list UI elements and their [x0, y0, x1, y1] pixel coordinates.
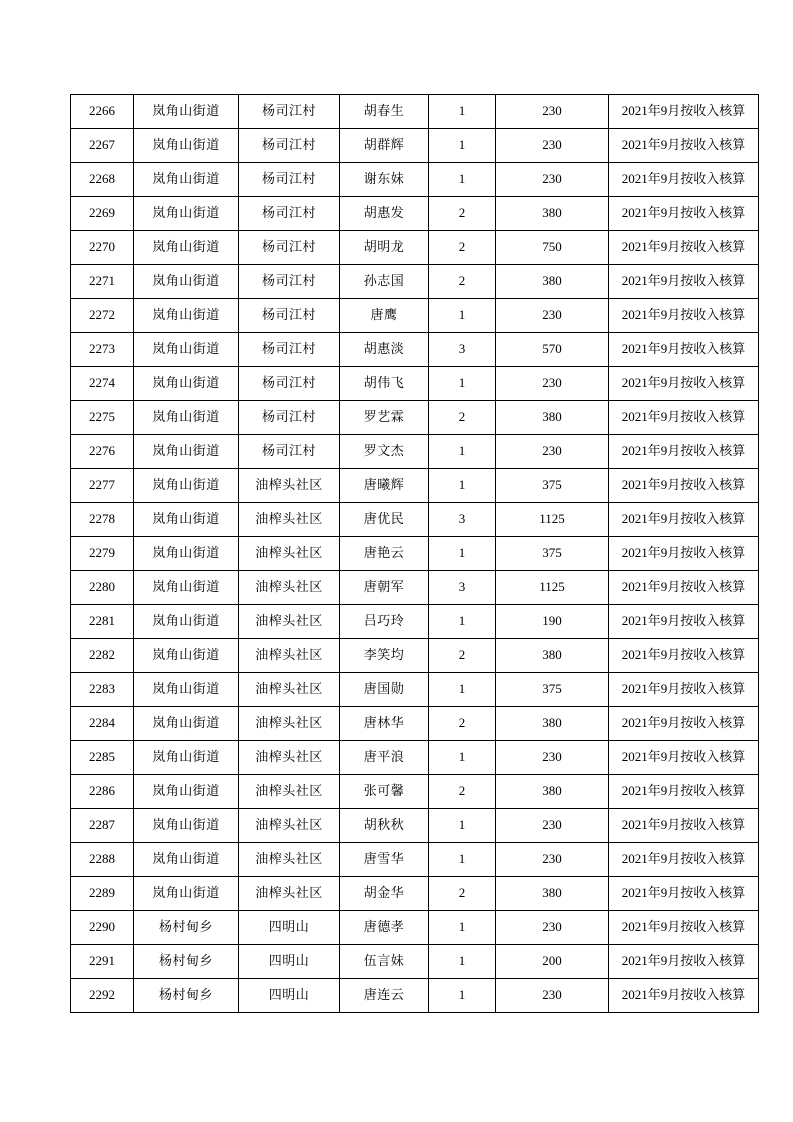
cell-name: 唐德孝 [340, 911, 429, 945]
cell-count: 3 [429, 571, 496, 605]
cell-amount: 570 [496, 333, 609, 367]
cell-village: 杨司江村 [239, 367, 340, 401]
cell-note: 2021年9月按收入核算 [609, 299, 759, 333]
cell-name: 唐平浪 [340, 741, 429, 775]
table-row [71, 163, 759, 197]
table-row [71, 673, 759, 707]
cell-amount: 230 [496, 367, 609, 401]
cell-count: 2 [429, 197, 496, 231]
cell-name: 唐雪华 [340, 843, 429, 877]
cell-amount: 380 [496, 775, 609, 809]
cell-id: 2273 [71, 333, 134, 367]
cell-amount: 380 [496, 707, 609, 741]
cell-note: 2021年9月按收入核算 [609, 367, 759, 401]
cell-count: 2 [429, 775, 496, 809]
subsidy-table [70, 94, 759, 1013]
cell-amount: 750 [496, 231, 609, 265]
cell-id: 2277 [71, 469, 134, 503]
cell-village: 四明山 [239, 979, 340, 1013]
cell-count: 2 [429, 231, 496, 265]
cell-street: 岚角山街道 [134, 435, 239, 469]
cell-amount: 230 [496, 163, 609, 197]
cell-amount: 190 [496, 605, 609, 639]
cell-id: 2270 [71, 231, 134, 265]
cell-amount: 380 [496, 877, 609, 911]
table-row [71, 503, 759, 537]
table-row [71, 537, 759, 571]
table-row [71, 945, 759, 979]
cell-name: 李笑均 [340, 639, 429, 673]
cell-name: 张可馨 [340, 775, 429, 809]
cell-amount: 230 [496, 435, 609, 469]
cell-name: 胡春生 [340, 95, 429, 129]
table-row [71, 877, 759, 911]
table-row [71, 95, 759, 129]
cell-village: 油榨头社区 [239, 503, 340, 537]
table-row [71, 197, 759, 231]
cell-village: 油榨头社区 [239, 673, 340, 707]
table-row [71, 741, 759, 775]
cell-village: 油榨头社区 [239, 605, 340, 639]
cell-village: 油榨头社区 [239, 707, 340, 741]
cell-street: 岚角山街道 [134, 265, 239, 299]
table-row [71, 843, 759, 877]
cell-street: 岚角山街道 [134, 537, 239, 571]
cell-village: 四明山 [239, 945, 340, 979]
cell-amount: 1125 [496, 503, 609, 537]
cell-note: 2021年9月按收入核算 [609, 639, 759, 673]
cell-name: 唐连云 [340, 979, 429, 1013]
cell-count: 2 [429, 265, 496, 299]
cell-street: 杨村甸乡 [134, 945, 239, 979]
cell-note: 2021年9月按收入核算 [609, 741, 759, 775]
table-row [71, 265, 759, 299]
cell-street: 岚角山街道 [134, 401, 239, 435]
cell-village: 四明山 [239, 911, 340, 945]
table-row [71, 775, 759, 809]
cell-id: 2268 [71, 163, 134, 197]
table-row [71, 707, 759, 741]
cell-name: 胡秋秋 [340, 809, 429, 843]
cell-village: 油榨头社区 [239, 639, 340, 673]
cell-street: 岚角山街道 [134, 741, 239, 775]
cell-village: 油榨头社区 [239, 843, 340, 877]
cell-street: 岚角山街道 [134, 231, 239, 265]
cell-note: 2021年9月按收入核算 [609, 571, 759, 605]
cell-id: 2287 [71, 809, 134, 843]
cell-count: 1 [429, 809, 496, 843]
cell-note: 2021年9月按收入核算 [609, 707, 759, 741]
table-row [71, 435, 759, 469]
cell-street: 岚角山街道 [134, 673, 239, 707]
cell-name: 唐林华 [340, 707, 429, 741]
cell-note: 2021年9月按收入核算 [609, 911, 759, 945]
cell-id: 2272 [71, 299, 134, 333]
cell-name: 胡惠淡 [340, 333, 429, 367]
table-row [71, 469, 759, 503]
cell-count: 1 [429, 741, 496, 775]
cell-count: 1 [429, 911, 496, 945]
cell-count: 2 [429, 639, 496, 673]
cell-count: 2 [429, 401, 496, 435]
cell-id: 2278 [71, 503, 134, 537]
cell-village: 杨司江村 [239, 95, 340, 129]
cell-amount: 375 [496, 469, 609, 503]
cell-id: 2288 [71, 843, 134, 877]
cell-street: 岚角山街道 [134, 367, 239, 401]
cell-name: 谢东妹 [340, 163, 429, 197]
cell-name: 唐艳云 [340, 537, 429, 571]
cell-note: 2021年9月按收入核算 [609, 945, 759, 979]
cell-id: 2283 [71, 673, 134, 707]
cell-count: 1 [429, 299, 496, 333]
cell-amount: 230 [496, 809, 609, 843]
cell-amount: 1125 [496, 571, 609, 605]
table-body [71, 95, 759, 1013]
cell-id: 2267 [71, 129, 134, 163]
cell-note: 2021年9月按收入核算 [609, 333, 759, 367]
cell-street: 岚角山街道 [134, 775, 239, 809]
cell-village: 油榨头社区 [239, 571, 340, 605]
cell-street: 岚角山街道 [134, 809, 239, 843]
cell-name: 罗文杰 [340, 435, 429, 469]
cell-name: 罗艺霖 [340, 401, 429, 435]
cell-village: 油榨头社区 [239, 809, 340, 843]
cell-amount: 380 [496, 197, 609, 231]
cell-note: 2021年9月按收入核算 [609, 809, 759, 843]
cell-name: 唐曦辉 [340, 469, 429, 503]
cell-id: 2274 [71, 367, 134, 401]
cell-count: 1 [429, 537, 496, 571]
cell-amount: 230 [496, 843, 609, 877]
cell-street: 岚角山街道 [134, 877, 239, 911]
cell-count: 1 [429, 435, 496, 469]
cell-street: 岚角山街道 [134, 333, 239, 367]
cell-id: 2280 [71, 571, 134, 605]
cell-amount: 380 [496, 401, 609, 435]
table-row [71, 571, 759, 605]
cell-village: 油榨头社区 [239, 775, 340, 809]
cell-street: 岚角山街道 [134, 95, 239, 129]
cell-name: 伍言妹 [340, 945, 429, 979]
cell-count: 1 [429, 163, 496, 197]
table-row [71, 979, 759, 1013]
cell-note: 2021年9月按收入核算 [609, 469, 759, 503]
cell-note: 2021年9月按收入核算 [609, 843, 759, 877]
cell-street: 岚角山街道 [134, 299, 239, 333]
cell-id: 2291 [71, 945, 134, 979]
cell-amount: 200 [496, 945, 609, 979]
cell-note: 2021年9月按收入核算 [609, 163, 759, 197]
cell-name: 胡群辉 [340, 129, 429, 163]
cell-id: 2276 [71, 435, 134, 469]
cell-name: 胡金华 [340, 877, 429, 911]
cell-id: 2279 [71, 537, 134, 571]
cell-street: 岚角山街道 [134, 571, 239, 605]
table-row [71, 639, 759, 673]
cell-id: 2269 [71, 197, 134, 231]
cell-note: 2021年9月按收入核算 [609, 775, 759, 809]
table-row [71, 401, 759, 435]
cell-note: 2021年9月按收入核算 [609, 401, 759, 435]
cell-id: 2282 [71, 639, 134, 673]
cell-amount: 230 [496, 299, 609, 333]
cell-id: 2285 [71, 741, 134, 775]
cell-street: 岚角山街道 [134, 639, 239, 673]
cell-name: 胡伟飞 [340, 367, 429, 401]
cell-name: 唐朝军 [340, 571, 429, 605]
cell-note: 2021年9月按收入核算 [609, 435, 759, 469]
cell-note: 2021年9月按收入核算 [609, 231, 759, 265]
cell-street: 岚角山街道 [134, 605, 239, 639]
cell-village: 杨司江村 [239, 435, 340, 469]
cell-count: 1 [429, 129, 496, 163]
table-row [71, 809, 759, 843]
cell-name: 唐国勋 [340, 673, 429, 707]
cell-village: 杨司江村 [239, 333, 340, 367]
cell-count: 1 [429, 673, 496, 707]
cell-village: 油榨头社区 [239, 469, 340, 503]
cell-village: 油榨头社区 [239, 741, 340, 775]
cell-note: 2021年9月按收入核算 [609, 673, 759, 707]
cell-amount: 375 [496, 673, 609, 707]
cell-amount: 380 [496, 639, 609, 673]
cell-count: 1 [429, 95, 496, 129]
cell-count: 1 [429, 945, 496, 979]
cell-village: 杨司江村 [239, 265, 340, 299]
cell-village: 杨司江村 [239, 129, 340, 163]
cell-amount: 230 [496, 129, 609, 163]
cell-street: 岚角山街道 [134, 469, 239, 503]
table-row [71, 367, 759, 401]
cell-id: 2271 [71, 265, 134, 299]
cell-count: 1 [429, 843, 496, 877]
cell-street: 岚角山街道 [134, 843, 239, 877]
table-row [71, 231, 759, 265]
cell-name: 孙志国 [340, 265, 429, 299]
cell-id: 2289 [71, 877, 134, 911]
cell-street: 岚角山街道 [134, 163, 239, 197]
cell-id: 2286 [71, 775, 134, 809]
cell-id: 2266 [71, 95, 134, 129]
cell-name: 胡惠发 [340, 197, 429, 231]
cell-count: 3 [429, 333, 496, 367]
cell-count: 1 [429, 605, 496, 639]
cell-note: 2021年9月按收入核算 [609, 605, 759, 639]
cell-id: 2275 [71, 401, 134, 435]
cell-note: 2021年9月按收入核算 [609, 129, 759, 163]
cell-name: 唐优民 [340, 503, 429, 537]
cell-id: 2284 [71, 707, 134, 741]
cell-count: 2 [429, 877, 496, 911]
table-row [71, 911, 759, 945]
cell-count: 1 [429, 469, 496, 503]
cell-note: 2021年9月按收入核算 [609, 197, 759, 231]
cell-name: 吕巧玲 [340, 605, 429, 639]
table-row [71, 333, 759, 367]
cell-amount: 230 [496, 911, 609, 945]
cell-amount: 230 [496, 979, 609, 1013]
cell-count: 1 [429, 979, 496, 1013]
cell-note: 2021年9月按收入核算 [609, 537, 759, 571]
cell-village: 油榨头社区 [239, 537, 340, 571]
cell-count: 3 [429, 503, 496, 537]
cell-village: 杨司江村 [239, 231, 340, 265]
cell-village: 杨司江村 [239, 163, 340, 197]
cell-street: 岚角山街道 [134, 503, 239, 537]
cell-amount: 230 [496, 741, 609, 775]
cell-note: 2021年9月按收入核算 [609, 265, 759, 299]
cell-id: 2292 [71, 979, 134, 1013]
cell-note: 2021年9月按收入核算 [609, 877, 759, 911]
cell-amount: 230 [496, 95, 609, 129]
cell-street: 杨村甸乡 [134, 911, 239, 945]
cell-village: 油榨头社区 [239, 877, 340, 911]
cell-count: 2 [429, 707, 496, 741]
cell-amount: 375 [496, 537, 609, 571]
table-row [71, 299, 759, 333]
cell-street: 岚角山街道 [134, 129, 239, 163]
cell-name: 胡明龙 [340, 231, 429, 265]
cell-count: 1 [429, 367, 496, 401]
cell-village: 杨司江村 [239, 299, 340, 333]
cell-village: 杨司江村 [239, 401, 340, 435]
cell-id: 2281 [71, 605, 134, 639]
table-row [71, 605, 759, 639]
cell-street: 岚角山街道 [134, 707, 239, 741]
cell-street: 岚角山街道 [134, 197, 239, 231]
table-row [71, 129, 759, 163]
cell-amount: 380 [496, 265, 609, 299]
cell-street: 杨村甸乡 [134, 979, 239, 1013]
cell-note: 2021年9月按收入核算 [609, 95, 759, 129]
cell-note: 2021年9月按收入核算 [609, 979, 759, 1013]
cell-name: 唐鹰 [340, 299, 429, 333]
cell-village: 杨司江村 [239, 197, 340, 231]
cell-note: 2021年9月按收入核算 [609, 503, 759, 537]
cell-id: 2290 [71, 911, 134, 945]
